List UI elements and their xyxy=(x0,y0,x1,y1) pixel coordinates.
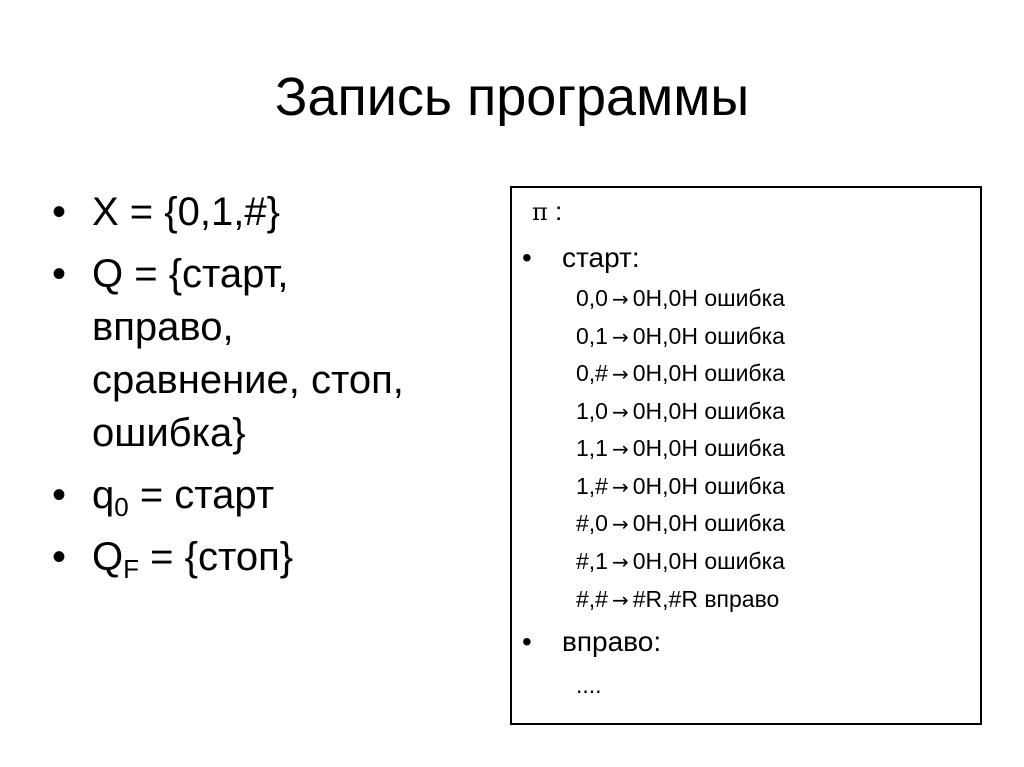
arrow-icon: → xyxy=(611,475,629,499)
rule-input: 0,1 xyxy=(576,323,608,349)
definitions-list xyxy=(52,186,482,593)
rule-output: 0H,0H ошибка xyxy=(632,323,785,349)
rule-output: 0H,0H ошибка xyxy=(632,473,785,499)
initial-state-subscript: 0 xyxy=(114,492,129,522)
arrow-icon: → xyxy=(611,400,629,424)
rule-output: #R,#R вправо xyxy=(632,586,780,612)
final-states-value: = {стоп} xyxy=(139,535,294,579)
rule-input: 0,0 xyxy=(576,285,608,311)
transition-rule xyxy=(576,358,785,389)
rule-input: #,# xyxy=(576,586,608,612)
arrow-icon: → xyxy=(611,287,629,311)
transition-rule xyxy=(576,471,785,502)
transition-rule xyxy=(576,508,785,539)
bullet: • xyxy=(52,252,67,296)
transition-rule xyxy=(576,283,785,314)
transition-rule xyxy=(576,321,785,352)
final-states-subscript: F xyxy=(123,554,140,584)
rule-input: #,0 xyxy=(576,510,608,536)
continuation-ellipsis: .... xyxy=(576,672,602,698)
rule-input: 0,# xyxy=(576,360,608,386)
rule-input: 1,1 xyxy=(576,435,608,461)
bullet: • xyxy=(52,535,67,579)
rule-output: 0H,0H ошибка xyxy=(632,360,785,386)
state-label-right xyxy=(522,624,661,660)
state-label-text: старт: xyxy=(562,242,640,273)
definition-states xyxy=(52,248,482,460)
arrow-icon: → xyxy=(611,512,629,536)
arrow-icon: → xyxy=(611,325,629,349)
definition-alphabet xyxy=(52,186,482,239)
rule-output: 0H,0H ошибка xyxy=(632,398,785,424)
state-label-start xyxy=(522,240,640,276)
transition-rule xyxy=(576,546,785,577)
definition-final-states xyxy=(52,531,482,584)
transition-rule xyxy=(576,584,779,615)
rule-output: 0H,0H ошибка xyxy=(632,548,785,574)
pi-symbol: π xyxy=(532,198,548,226)
definition-alphabet-text: X = {0,1,#} xyxy=(92,190,280,234)
initial-state-symbol: q xyxy=(92,473,115,517)
rule-output: 0H,0H ошибка xyxy=(632,510,785,536)
arrow-icon: → xyxy=(611,588,629,612)
program-box xyxy=(510,186,982,725)
rule-input: 1,# xyxy=(576,473,608,499)
rule-input: 1,0 xyxy=(576,398,608,424)
rule-output: 0H,0H ошибка xyxy=(632,285,785,311)
bullet: • xyxy=(522,626,532,657)
definition-initial-state xyxy=(52,469,482,522)
arrow-icon: → xyxy=(611,362,629,386)
rule-input: #,1 xyxy=(576,548,608,574)
arrow-icon: → xyxy=(611,437,629,461)
pi-colon: : xyxy=(547,196,563,226)
program-header xyxy=(532,194,562,229)
state-label-text: вправо: xyxy=(562,626,662,657)
transition-rule xyxy=(576,433,785,464)
transition-rule xyxy=(576,396,785,427)
bullet: • xyxy=(522,242,532,273)
final-states-symbol: Q xyxy=(92,535,124,579)
arrow-icon: → xyxy=(611,550,629,574)
slide-title: Запись программы xyxy=(274,67,750,127)
bullet: • xyxy=(52,473,67,517)
initial-state-value: = старт xyxy=(128,473,275,517)
rule-output: 0H,0H ошибка xyxy=(632,435,785,461)
bullet: • xyxy=(52,190,67,234)
definition-states-text: Q = {старт, вправо, сравнение, стоп, ошибка} xyxy=(92,252,404,455)
